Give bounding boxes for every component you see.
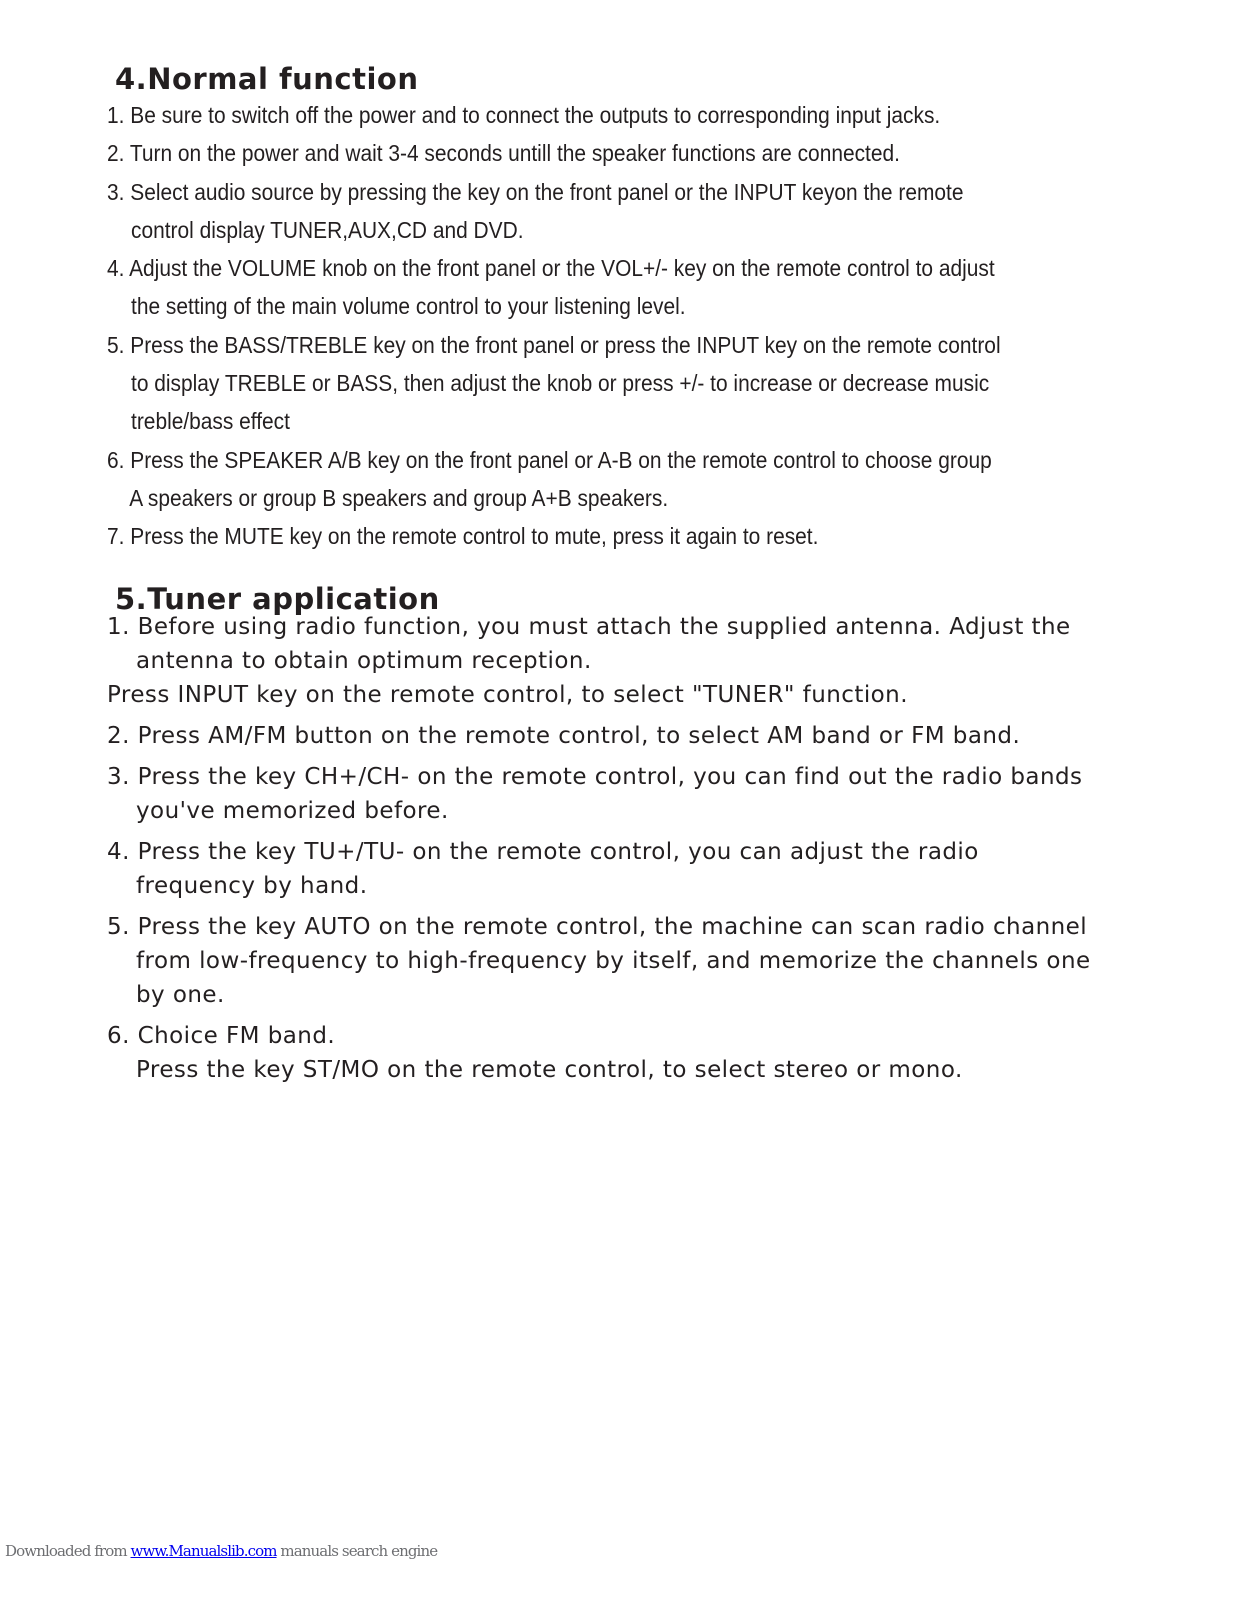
list-item: A speakers or group B speakers and group A+B speakers. xyxy=(129,484,669,511)
list-item: 7. Press the MUTE key on the remote control to mute, press it again to reset. xyxy=(107,523,819,550)
list-item: control display TUNER,AUX,CD and DVD. xyxy=(131,216,524,243)
list-item: 5. Press the key AUTO on the remote control, the machine can scan radio channel xyxy=(107,914,1088,940)
list-item: to display TREBLE or BASS, then adjust the knob or press +/- to increase or decrease music xyxy=(131,370,990,397)
list-item: frequency by hand. xyxy=(136,873,368,899)
list-item: 3. Select audio source by pressing the key on the front panel or the INPUT keyon the remote xyxy=(107,178,964,205)
list-item: you've memorized before. xyxy=(136,798,449,824)
list-item: antenna to obtain optimum reception. xyxy=(136,648,592,674)
tuner-application-list xyxy=(107,610,1091,1087)
list-item: 4. Adjust the VOLUME knob on the front panel or the VOL+/- key on the remote control to adjust xyxy=(107,255,995,282)
list-item: 2. Press AM/FM button on the remote control, to select AM band or FM band. xyxy=(107,723,1021,749)
list-item: 1. Be sure to switch off the power and to connect the outputs to corresponding input jacks. xyxy=(107,102,941,128)
normal-function-list xyxy=(107,96,1111,556)
list-item: 3. Press the key CH+/CH- on the remote control, you can find out the radio bands xyxy=(107,764,1083,790)
list-item: the setting of the main volume control to your listening level. xyxy=(131,293,686,320)
section-5-title: 5.Tuner application xyxy=(115,582,440,616)
list-item: Press INPUT key on the remote control, to select "TUNER" function. xyxy=(107,682,908,708)
list-item: 1. Before using radio function, you must attach the supplied antenna. Adjust the xyxy=(107,614,1071,640)
list-item: 6. Press the SPEAKER A/B key on the front panel or A-B on the remote control to choose group xyxy=(107,446,992,473)
footer-suffix: manuals search engine xyxy=(276,1542,438,1560)
list-item: 2. Turn on the power and wait 3-4 seconds untill the speaker functions are connected. xyxy=(107,140,900,167)
footer xyxy=(5,1542,437,1560)
list-item: Press the key ST/MO on the remote control, to select stereo or mono. xyxy=(136,1057,963,1083)
footer-prefix: Downloaded from xyxy=(5,1542,131,1560)
list-item: treble/bass effect xyxy=(131,408,290,435)
list-item: from low-frequency to high-frequency by itself, and memorize the channels one xyxy=(136,948,1091,974)
section-4-title: 4.Normal function xyxy=(115,62,419,96)
list-item: 4. Press the key TU+/TU- on the remote control, you can adjust the radio xyxy=(107,839,979,865)
list-item: 5. Press the BASS/TREBLE key on the front panel or press the INPUT key on the remote control xyxy=(107,331,1001,358)
list-item: 6. Choice FM band. xyxy=(107,1023,336,1049)
list-item: by one. xyxy=(136,982,225,1008)
manualslib-link[interactable]: www.Manualslib.com xyxy=(130,1542,277,1560)
